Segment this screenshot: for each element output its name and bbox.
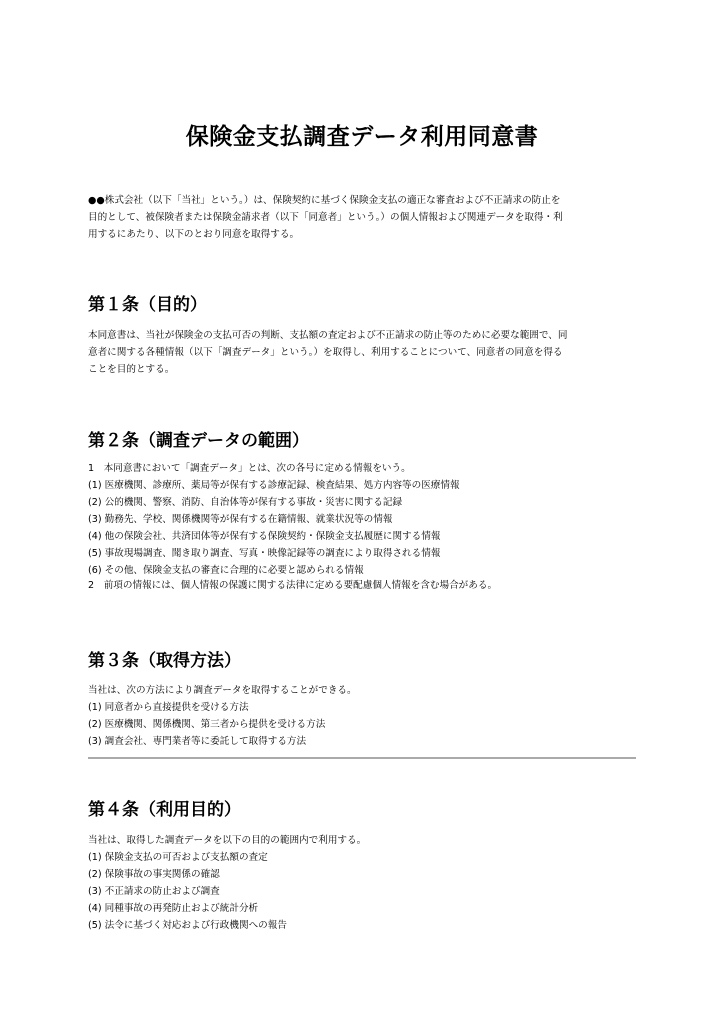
- article-2-item: (5) 事故現場調査、聞き取り調査、写真・映像記録等の調査により取得される情報: [88, 548, 441, 559]
- section-divider: [88, 757, 636, 759]
- article-2-heading: 第２条（調査データの範囲）: [88, 431, 309, 451]
- article-1-line: 本同意書は、当社が保険金の支払可否の判断、支払額の査定および不正請求の防止等のために必要な範囲で、同: [88, 330, 568, 341]
- article-4-item: (2) 保険事故の事実関係の確認: [88, 869, 220, 880]
- article-3-item: (2) 医療機関、関係機関、第三者から提供を受ける方法: [88, 719, 326, 730]
- article-3-lead: 当社は、次の方法により調査データを取得することができる。: [88, 685, 357, 696]
- article-2-lead: 1 本同意書において「調査データ」とは、次の各号に定める情報をいう。: [88, 463, 411, 474]
- intro-line: 用するにあたり、以下のとおり同意を取得する。: [88, 229, 300, 240]
- article-3-heading: 第３条（取得方法）: [88, 651, 241, 671]
- article-3-item: (3) 調査会社、専門業者等に委託して取得する方法: [88, 736, 307, 747]
- article-2-item: (1) 医療機関、診療所、薬局等が保有する診療記録、検査結果、処方内容等の医療情報: [88, 480, 460, 491]
- article-1-body: [88, 327, 640, 378]
- article-2-item: (3) 勤務先、学校、関係機関等が保有する在籍情報、就業状況等の情報: [88, 514, 393, 525]
- article-4-item: (4) 同種事故の再発防止および統計分析: [88, 903, 259, 914]
- article-1-line: 意者に関する各種情報（以下「調査データ」という。）を取得し、利用することについて、同意者の同意を得る: [88, 347, 563, 358]
- intro-line: 目的として、被保険者または保険金請求者（以下「同意者」という。）の個人情報および関連データを取得・利: [88, 212, 563, 223]
- article-3-item: (1) 同意者から直接提供を受ける方法: [88, 702, 249, 713]
- article-3-body: [88, 682, 640, 750]
- intro-paragraph: [88, 192, 640, 243]
- intro-line: ●●株式会社（以下「当社」という。）は、保険契約に基づく保険金支払の適正な審査および不正請求の防止を: [88, 195, 561, 206]
- article-4-lead: 当社は、取得した調査データを以下の目的の範囲内で利用する。: [88, 835, 367, 846]
- article-2-item: (2) 公的機関、警察、消防、自治体等が保有する事故・災害に関する記録: [88, 497, 403, 508]
- article-2-body: [88, 460, 640, 579]
- article-2-item: (4) 他の保険会社、共済団体等が保有する保険契約・保険金支払履歴に関する情報: [88, 531, 441, 542]
- article-2-note-line: 2 前項の情報には、個人情報の保護に関する法律に定める要配慮個人情報を含む場合がある。: [88, 580, 498, 591]
- article-4-item: (5) 法令に基づく対応および行政機関への報告: [88, 920, 287, 931]
- article-4-heading: 第４条（利用目的）: [88, 800, 241, 820]
- document-title: 保険金支払調査データ利用同意書: [185, 124, 539, 150]
- article-1-line: ことを目的とする。: [88, 364, 175, 375]
- article-1-heading: 第１条（目的）: [88, 295, 207, 315]
- article-4-item: (3) 不正請求の防止および調査: [88, 886, 220, 897]
- article-2-item: (6) その他、保険金支払の審査に合理的に必要と認められる情報: [88, 565, 364, 576]
- article-4-item: (1) 保険金支払の可否および支払額の査定: [88, 852, 268, 863]
- article-2-note: [88, 577, 640, 594]
- article-4-body: [88, 832, 640, 934]
